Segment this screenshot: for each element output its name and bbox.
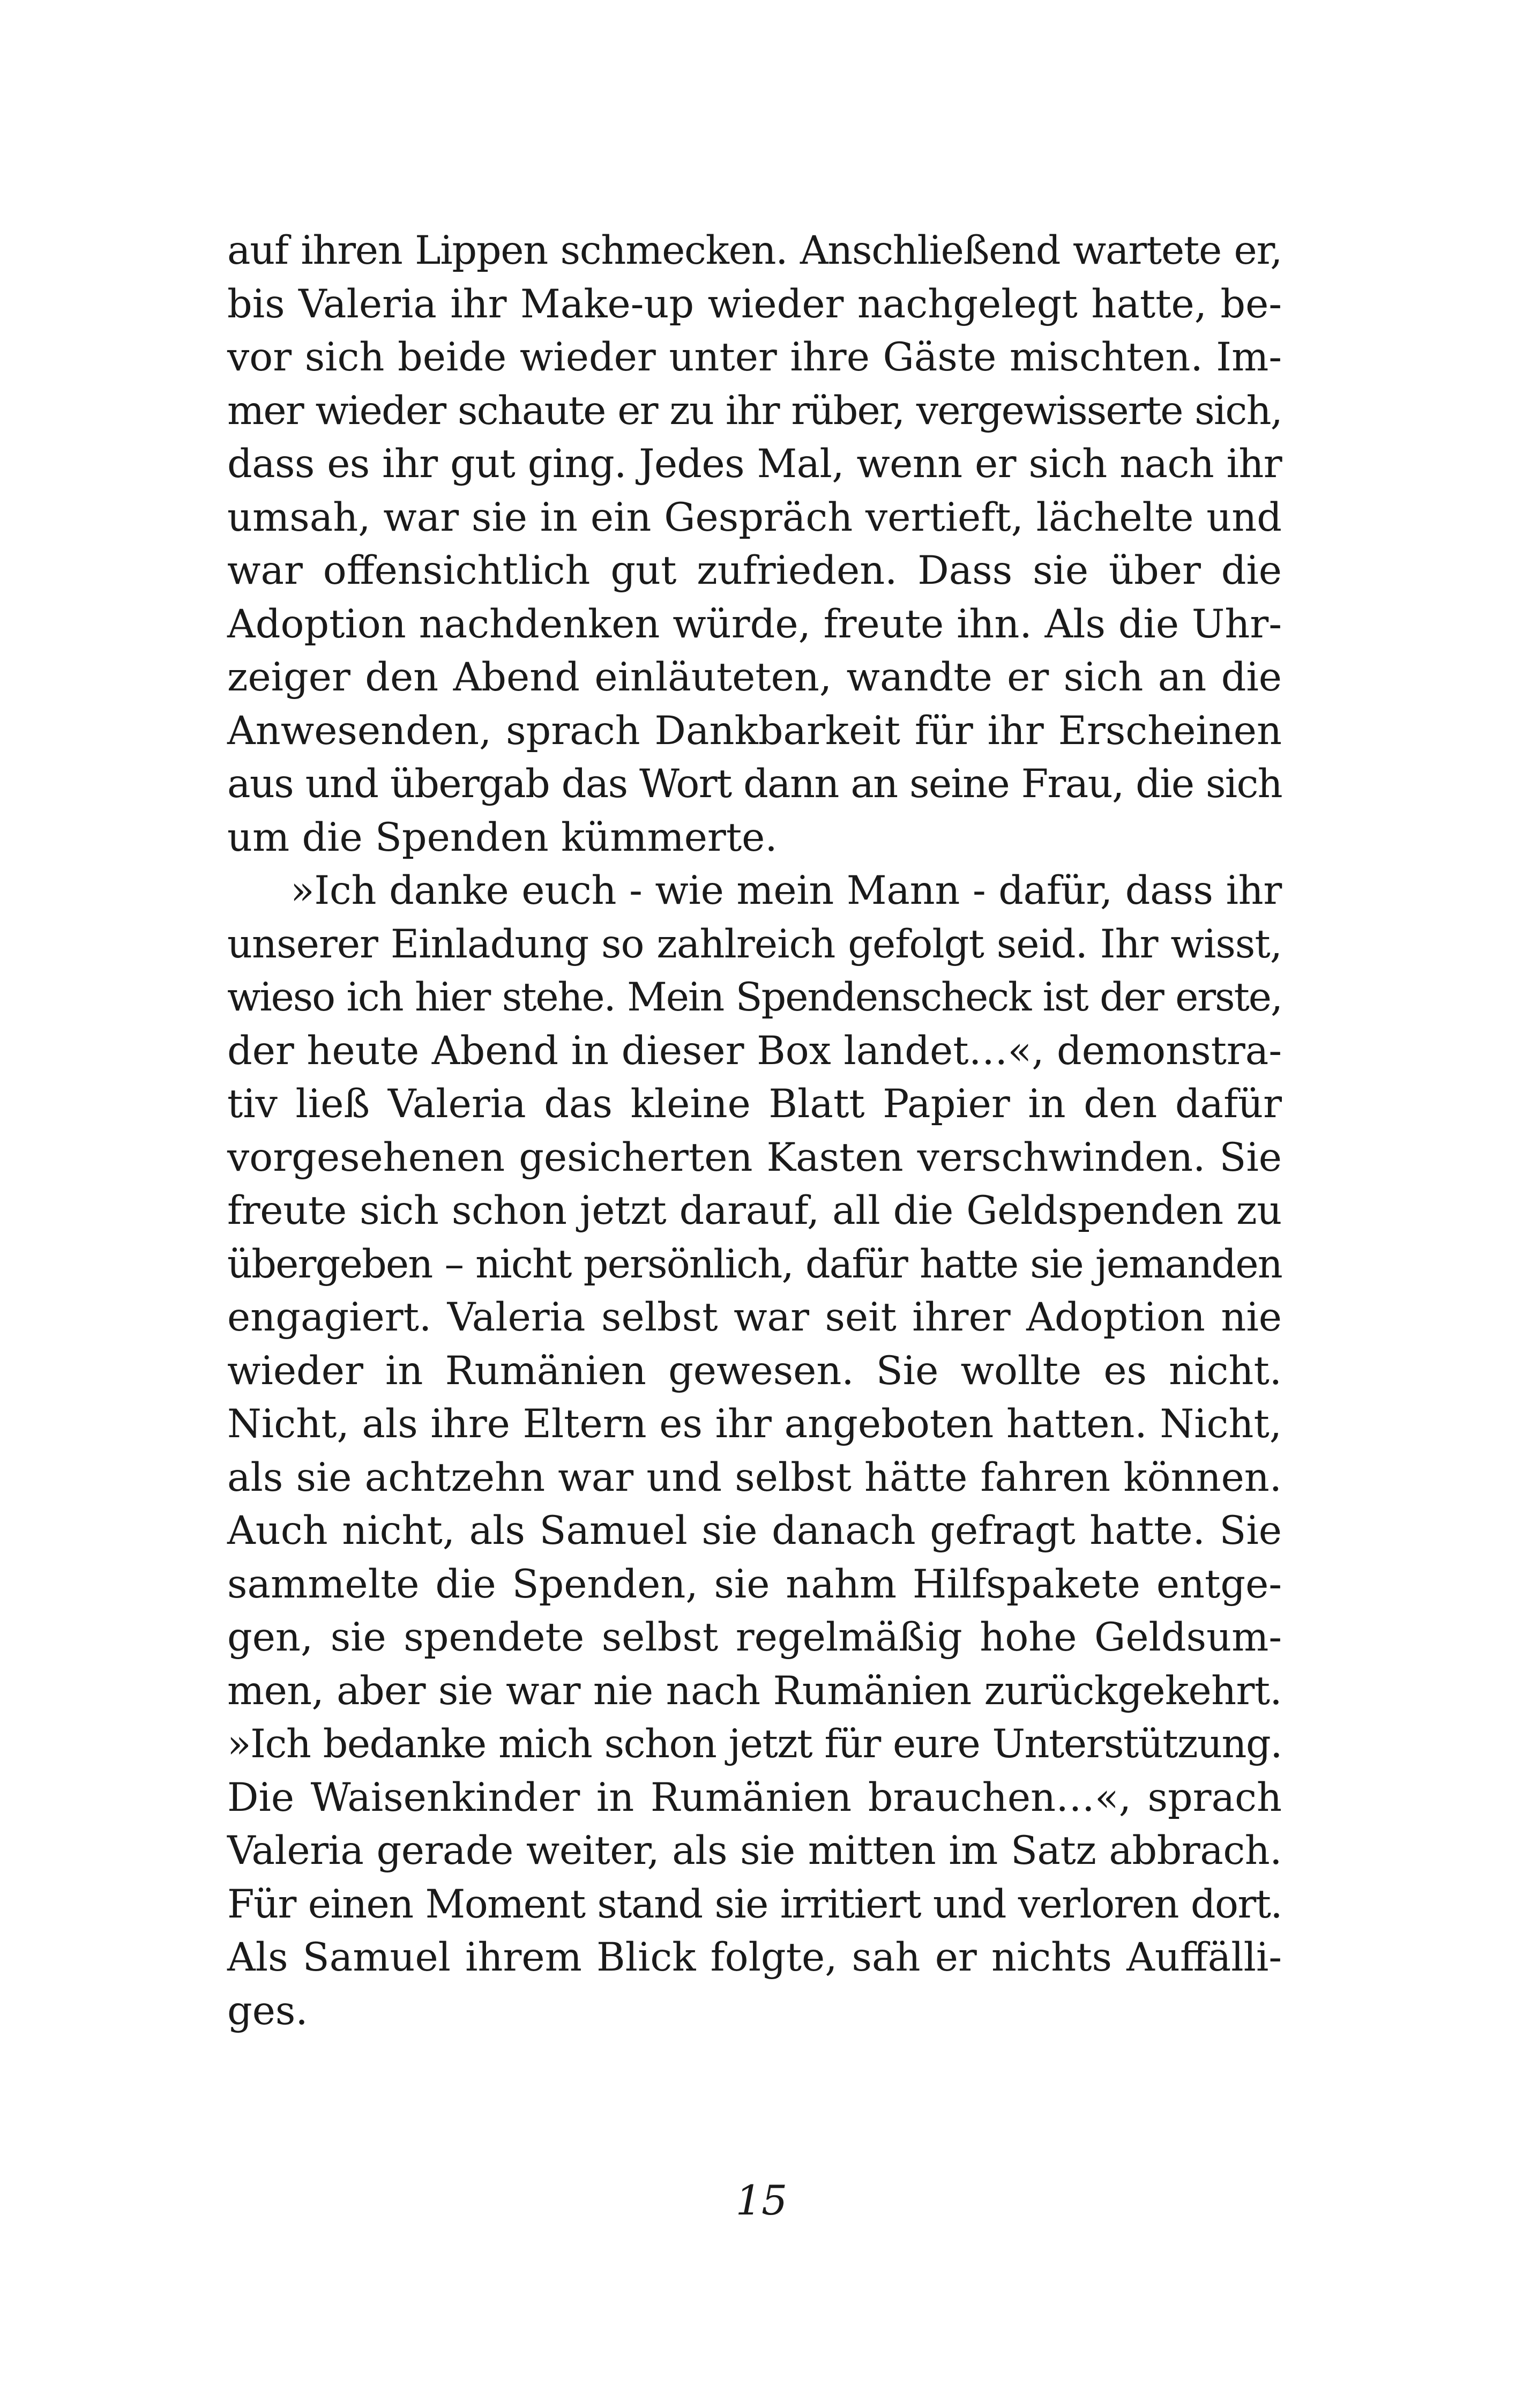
body-text [227,224,1282,2038]
page-number: 15 [735,2176,788,2224]
text-line: wieder in Rumänien gewesen. Sie wollte es nicht. [227,1348,1282,1394]
text-line: ges. [227,1988,308,2034]
text-line: als sie achtzehn war und selbst hätte fahren können. [227,1454,1282,1500]
text-line: sammelte die Spenden, sie nahm Hilfspakete entge- [227,1561,1282,1607]
text-line: Die Waisenkinder in Rumänien brauchen…«, sprach [227,1774,1282,1820]
text-line: aus und übergab das Wort dann an seine Frau, die sich [227,761,1282,807]
text-line: »Ich bedanke mich schon jetzt für eure Unterstützung. [227,1721,1282,1767]
text-line: auf ihren Lippen schmecken. Anschließend wartete er, [227,228,1282,273]
text-line: wieso ich hier stehe. Mein Spendenscheck ist der erste, [227,975,1282,1020]
text-line: Nicht, als ihre Eltern es ihr angeboten hatten. Nicht, [227,1401,1282,1447]
text-line: men, aber sie war nie nach Rumänien zurückgekehrt. [227,1668,1282,1714]
text-line: dass es ihr gut ging. Jedes Mal, wenn er sich nach ihr [227,441,1282,487]
text-line: »Ich danke euch - wie mein Mann - dafür, dass ihr [290,868,1282,913]
text-line: umsah, war sie in ein Gespräch vertieft, lächelte und [227,494,1282,540]
text-line: Auch nicht, als Samuel sie danach gefragt hatte. Sie [227,1508,1282,1554]
text-line: unserer Einladung so zahlreich gefolgt seid. Ihr wisst, [227,921,1282,967]
text-line: vor sich beide wieder unter ihre Gäste mischten. Im- [227,335,1282,380]
text-line: gen, sie spendete selbst regelmäßig hohe Geldsum- [227,1615,1282,1660]
text-line: Adoption nachdenken würde, freute ihn. Als die Uhr- [227,601,1282,647]
text-line: engagiert. Valeria selbst war seit ihrer Adoption nie [227,1295,1282,1340]
text-line: der heute Abend in dieser Box landet…«, demonstra- [227,1028,1282,1074]
text-line: Valeria gerade weiter, als sie mitten im Satz abbrach. [227,1828,1282,1874]
text-line: zeiger den Abend einläuteten, wandte er sich an die [227,655,1282,700]
text-line: Anwesenden, sprach Dankbarkeit für ihr Erscheinen [227,708,1282,754]
text-line: vorgesehenen gesicherten Kasten verschwinden. Sie [227,1134,1282,1180]
text-line: tiv ließ Valeria das kleine Blatt Papier in den dafür [227,1081,1282,1127]
text-line: um die Spenden kümmerte. [227,814,778,860]
text-line: freute sich schon jetzt darauf, all die Geldspenden zu [227,1188,1282,1233]
text-line: war offensichtlich gut zufrieden. Dass sie über die [227,548,1282,593]
text-line: mer wieder schaute er zu ihr rüber, vergewisserte sich, [227,388,1282,434]
text-line: Für einen Moment stand sie irritiert und verloren dort. [227,1881,1282,1927]
text-line: übergeben – nicht persönlich, dafür hatte sie jemanden [227,1241,1282,1287]
text-line: Als Samuel ihrem Blick folgte, sah er nichts Auffälli- [227,1935,1282,1980]
text-line: bis Valeria ihr Make-up wieder nachgelegt hatte, be- [227,281,1282,327]
